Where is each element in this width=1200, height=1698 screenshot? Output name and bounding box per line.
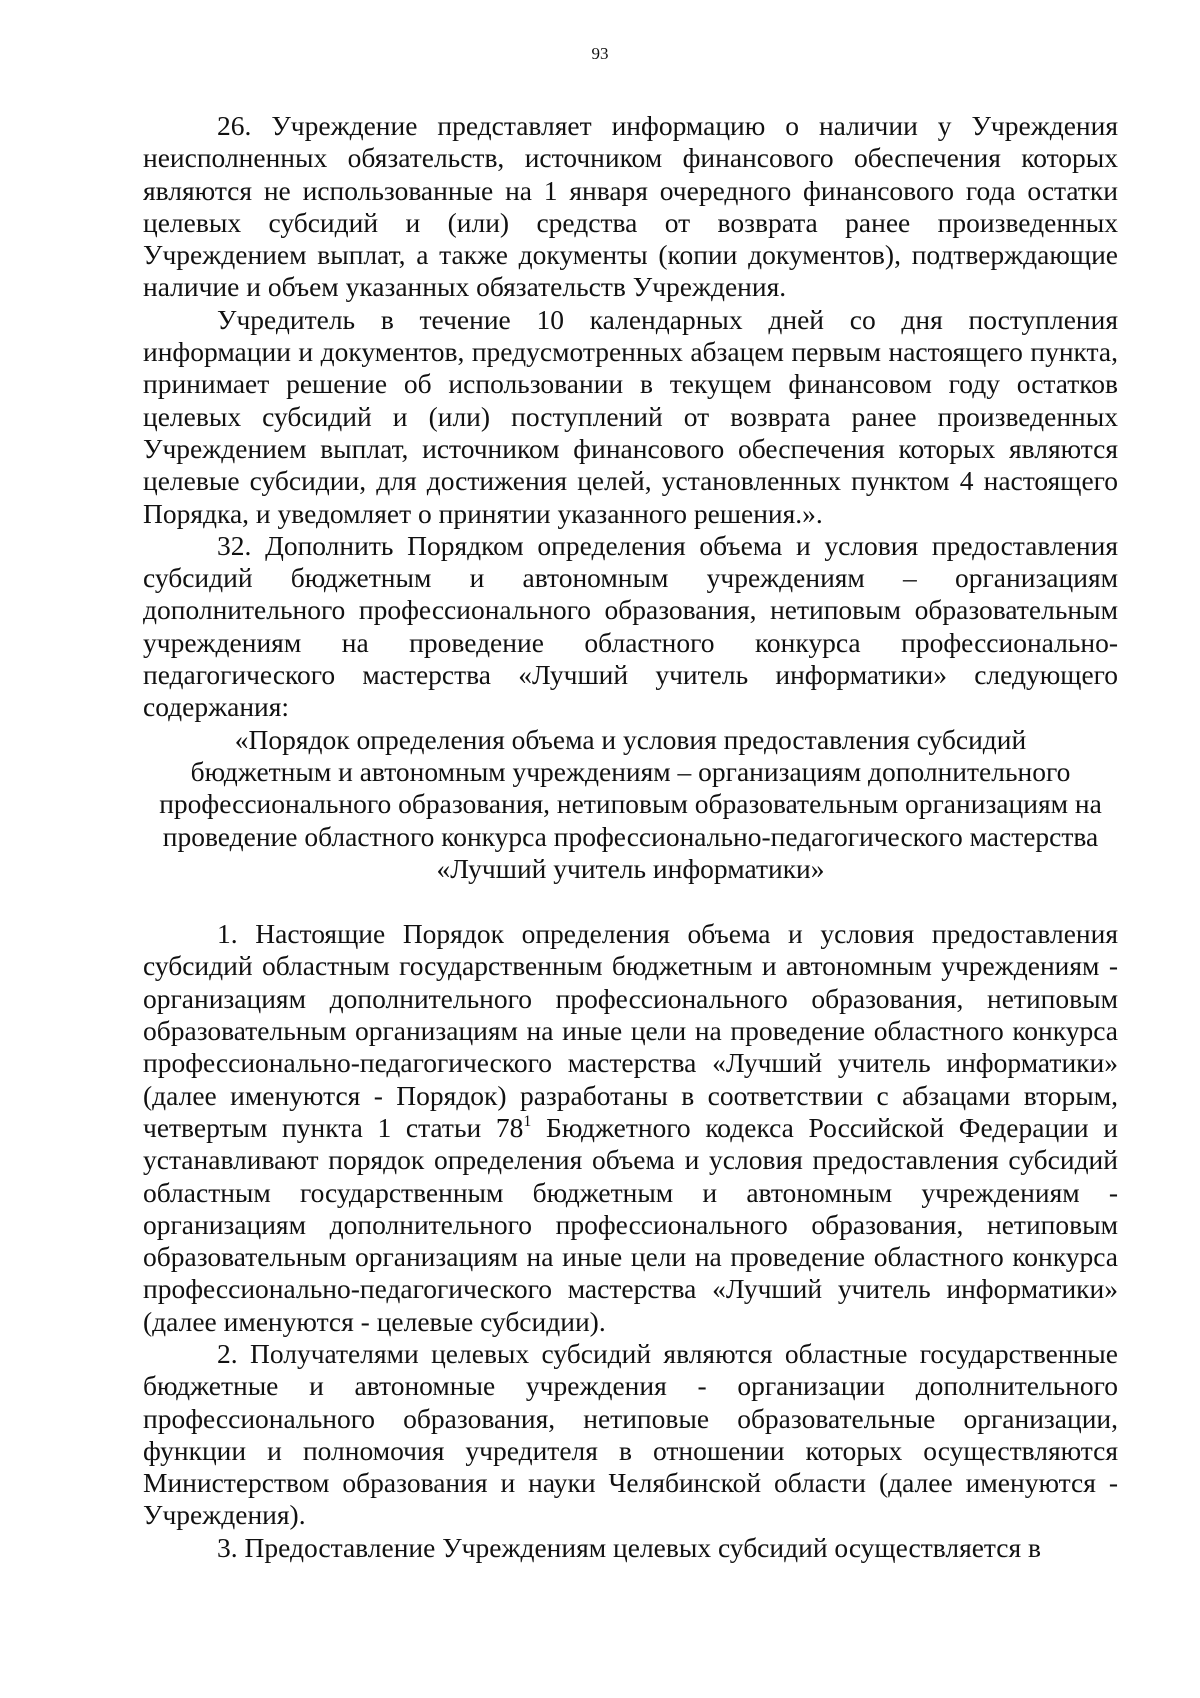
paragraph-item-3: 3. Предоставление Учреждениям целевых субсидий осуществляется в <box>217 1531 1041 1563</box>
page-number: 93 <box>591 44 609 63</box>
paragraph-32: 32. Дополнить Порядком определения объема и условия предоставления субсидий бюджетным и автономным учреждениям – организациям дополнительного профессионального образования, нетиповым образовательным учреждениям на проведение областного конкурса профессионально-педагогического мастерства «Лучший учитель информатики» следующего содержания: <box>143 529 1118 723</box>
paragraph-item-2: 2. Получателями целевых субсидий являются областные государственные бюджетные и автономные учреждения - организации дополнительного профессионального образования, нетиповые образовательные организации, функции и полномочия учредителя в отношении которых осуществляются Министерством образования и науки Челябинской области (далее именуются - Учреждения). <box>143 1337 1118 1531</box>
paragraph-founder-decision: Учредитель в течение 10 календарных дней со дня поступления информации и документов, предусмотренных абзацем первым настоящего пункта, принимает решение об использовании в текущем финансовом году остатков целевых субсидий и (или) поступлений от возврата ранее произведенных Учреждением выплат, источником финансового обеспечения которых являются целевые субсидии, для достижения целей, установленных пунктом 4 настоящего Порядка, и уведомляет о принятии указанного решения.». <box>143 303 1118 529</box>
title-line: «Лучший учитель информатики» <box>436 852 825 884</box>
title-line: бюджетным и автономным учреждениям – организациям дополнительного <box>190 755 1071 787</box>
item-1-text-continued: Бюджетного кодекса Российской Федерации и устанавливают порядок определения объема и условия предоставления субсидий областным государственным бюджетным и автономным учреждениям - организациям дополнительного профессионального образования, нетиповым образовательным организациям на иные цели на проведение областного конкурса профессионально-педагогического мастерства «Лучший учитель информатики» (далее именуются - целевые субсидии). <box>143 1111 1118 1337</box>
title-line: профессионального образования, нетиповым образовательным организациям на <box>159 788 1102 820</box>
superscript: 1 <box>523 1112 532 1130</box>
item-1-text: 1. Настоящие Порядок определения объема и условия предоставления субсидий областным государственным бюджетным и автономным учреждениям - организациям дополнительного профессионального образования, нетиповым образовательным организациям на иные цели на проведение областного конкурса профессионально-педагогического мастерства «Лучший учитель информатики» (далее именуются - Порядок) разработаны в соответствии с абзацами вторым, четвертым пункта 1 статьи 78 <box>143 918 1118 1143</box>
paragraph-26: 26. Учреждение представляет информацию о наличии у Учреждения неисполненных обязательств, источником финансового обеспечения которых являются не использованные на 1 января очередного финансового года остатки целевых субсидий и (или) средства от возврата ранее произведенных Учреждением выплат, а также документы (копии документов), подтверждающие наличие и объем указанных обязательств Учреждения. <box>143 110 1118 303</box>
document-title <box>143 724 1118 885</box>
document-body <box>143 110 1118 1564</box>
spacer <box>143 885 1118 918</box>
paragraph-item-1 <box>143 918 1118 1338</box>
title-line: проведение областного конкурса профессионально-педагогического мастерства <box>162 820 1099 852</box>
title-line: «Порядок определения объема и условия предоставления субсидий <box>234 723 1027 755</box>
